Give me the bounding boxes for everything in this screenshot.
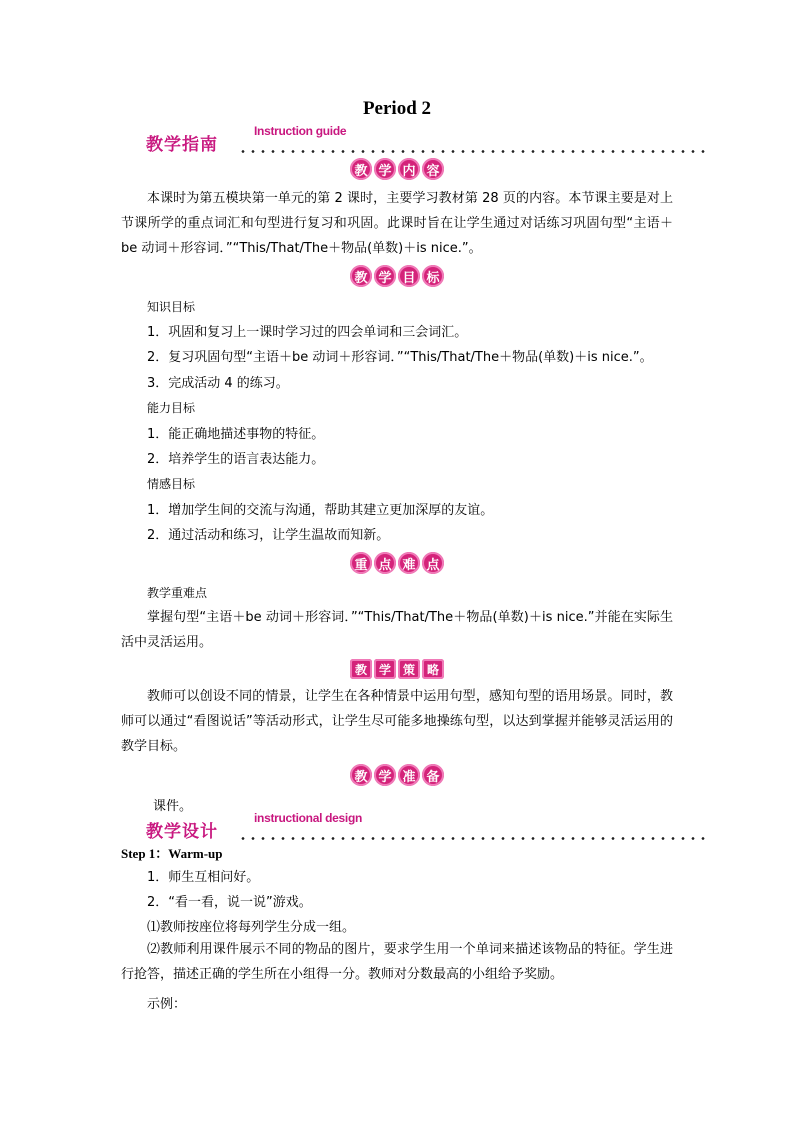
step1-line: 2．“看一看，说一说”游戏。 <box>147 895 312 910</box>
badge-char: 内 <box>398 158 420 180</box>
dotted-leader <box>238 149 711 154</box>
section-title-cn: 教学设计 <box>146 822 218 842</box>
badge-char: 学 <box>374 158 396 180</box>
badge-teaching-strategy <box>0 659 794 679</box>
goal-line: 1．能正确地描述事物的特征。 <box>147 427 325 442</box>
badge-char: 教 <box>350 158 372 180</box>
badge-char: 学 <box>374 265 396 287</box>
dotted-leader <box>238 836 711 841</box>
badge-char: 容 <box>422 158 444 180</box>
badge-char: 略 <box>422 659 444 679</box>
step1-title: Step 1：Warm-up <box>121 846 223 861</box>
goal-line: 1．增加学生间的交流与沟通，帮助其建立更加深厚的友谊。 <box>147 503 494 518</box>
goal-line: 2．培养学生的语言表达能力。 <box>147 452 325 467</box>
page-title: Period 2 <box>362 98 432 119</box>
badge-char: 教 <box>350 265 372 287</box>
goal-line: 3．完成活动 4 的练习。 <box>147 376 289 391</box>
badge-char: 学 <box>374 764 396 786</box>
goal-line: 1．巩固和复习上一课时学习过的四会单词和三会词汇。 <box>147 325 468 340</box>
ability-goals-title: 能力目标 <box>147 401 196 415</box>
badge-char: 难 <box>398 552 420 574</box>
strategy-paragraph: 教师可以创设不同的情景，让学生在各种情景中运用句型，感知句型的语用场景。同时，教师可以通过“看图说话”等活动形式，让学生尽可能多地操练句型，以达到掌握并能够灵活运用的教学目标。 <box>121 689 673 754</box>
step1-line: ⑴教师按座位将每列学生分成一组。 <box>147 920 356 935</box>
badge-char: 点 <box>422 552 444 574</box>
badge-char: 教 <box>350 764 372 786</box>
knowledge-goals-title: 知识目标 <box>147 300 196 314</box>
badge-teaching-content <box>0 158 794 180</box>
badge-char: 准 <box>398 764 420 786</box>
badge-char: 点 <box>374 552 396 574</box>
badge-teaching-goals <box>0 265 794 287</box>
content-paragraph: 本课时为第五模块第一单元的第 2 课时，主要学习教材第 28 页的内容。本节课主要是对上节课所学的重点词汇和句型进行复习和巩固。此课时旨在让学生通过对话练习巩固句型“主语＋be 动词＋形容词．”“This/That/The＋物品(单数)＋is nice.”。 <box>121 191 673 256</box>
badge-char: 教 <box>350 659 372 679</box>
badge-teaching-prep <box>0 764 794 786</box>
badge-char: 学 <box>374 659 396 679</box>
badge-char: 策 <box>398 659 420 679</box>
key-points-paragraph: 掌握句型“主语＋be 动词＋形容词．”“This/That/The＋物品(单数)＋is nice.”并能在实际生活中灵活运用。 <box>121 610 673 650</box>
badge-char: 标 <box>422 265 444 287</box>
step1-example: 示例： <box>147 997 187 1012</box>
instruction-guide-header <box>146 124 711 156</box>
section-title-cn: 教学指南 <box>146 135 218 155</box>
emotion-goals-title: 情感目标 <box>147 477 196 491</box>
key-points-title: 教学重难点 <box>147 586 208 600</box>
step1-paragraph: ⑵教师利用课件展示不同的物品的图片，要求学生用一个单词来描述该物品的特征。学生进行抢答，描述正确的学生所在小组得一分。教师对分数最高的小组给予奖励。 <box>121 942 673 982</box>
instructional-design-header <box>146 811 711 843</box>
section-title-en: instructional design <box>254 811 363 825</box>
goal-line: 2．通过活动和练习，让学生温故而知新。 <box>147 528 390 543</box>
goal-line: 2．复习巩固句型“主语＋be 动词＋形容词．”“This/That/The＋物品(单数)＋is nice.”。 <box>147 350 653 365</box>
badge-key-points <box>0 552 794 574</box>
badge-char: 目 <box>398 265 420 287</box>
badge-char: 重 <box>350 552 372 574</box>
step1-line: 1．师生互相问好。 <box>147 870 260 885</box>
section-title-en: Instruction guide <box>254 124 347 138</box>
prep-text: 课件。 <box>153 799 193 814</box>
badge-char: 备 <box>422 764 444 786</box>
